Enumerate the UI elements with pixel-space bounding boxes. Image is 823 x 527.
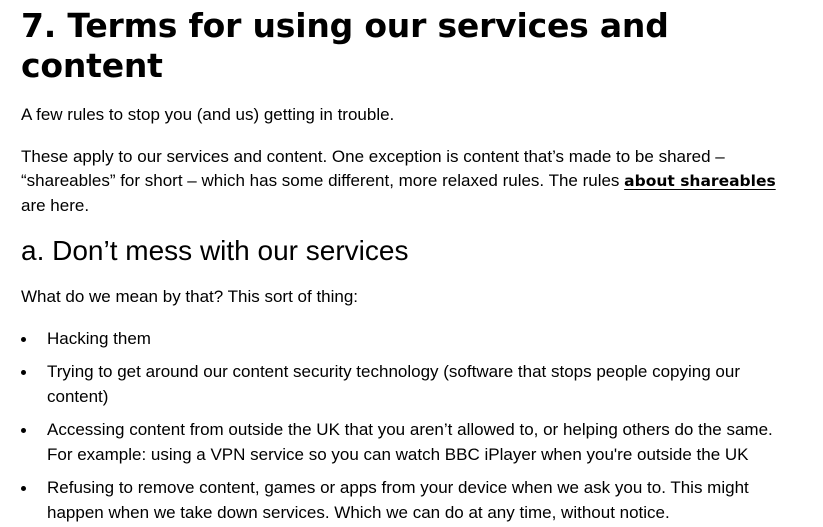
list-item — [21, 327, 801, 352]
list-item — [21, 418, 801, 467]
bullet-icon — [21, 428, 26, 433]
list-item — [21, 360, 801, 409]
list-item-text: Accessing content from outside the UK that you aren’t allowed to, or helping others do the same. For example: using a VPN service so you can watch BBC iPlayer when you're outside the UK — [47, 420, 773, 464]
bullet-icon — [21, 486, 26, 491]
list-item-text: Refusing to remove content, games or apps from your device when we ask you to. This might happen when we take down services. Which we can do at any time, without notice. — [47, 478, 749, 522]
bullet-icon — [21, 337, 26, 342]
list-item-text: Trying to get around our content security technology (software that stops people copying our content) — [47, 362, 740, 406]
section-title: 7. Terms for using our services and content — [21, 6, 669, 85]
subsection-title: a. Don’t mess with our services — [21, 235, 409, 266]
bullet-icon — [21, 370, 26, 375]
list-item-text: Hacking them — [47, 328, 151, 348]
applies-text-before: These apply to our services and content. One exception is content that’s made to be shared – “shareables” for short – which has some different, more relaxed rules. The rules — [21, 146, 725, 190]
list-item — [21, 476, 801, 525]
subsection-lead: What do we mean by that? This sort of thing: — [21, 287, 359, 306]
about-shareables-link[interactable]: about shareables — [624, 172, 776, 190]
applies-text-after: are here. — [21, 195, 90, 215]
intro-paragraph: A few rules to stop you (and us) getting in trouble. — [21, 105, 395, 124]
rules-list — [21, 327, 801, 526]
applies-paragraph — [21, 145, 801, 219]
